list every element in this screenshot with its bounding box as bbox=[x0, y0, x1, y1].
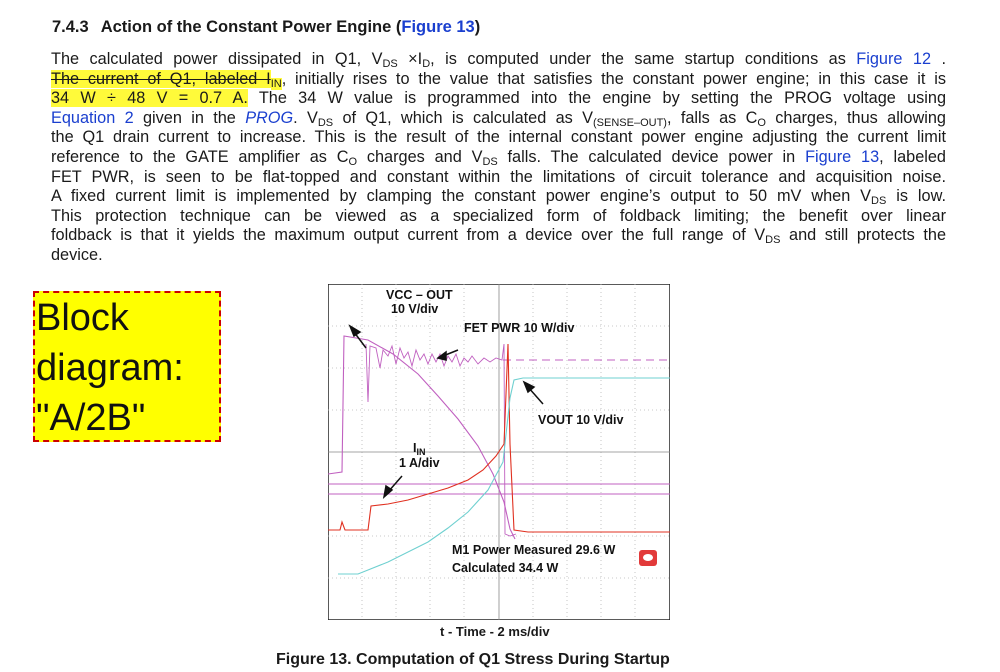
note-line: "A/2B" bbox=[36, 397, 146, 439]
calculated-power-label: Calculated 34.4 W bbox=[452, 561, 559, 575]
prog-link[interactable]: PROG bbox=[245, 108, 294, 127]
sticky-note-annotation[interactable] bbox=[33, 291, 221, 442]
para-line: reference to the GATE amplifier as $C_O$ charges and $V_{DS}$ falls. The calculated device power in Figure 13, labeled bbox=[51, 147, 946, 168]
para-line: This protection technique can be viewed as a specialized form of foldback limiting; the benefit over linear bbox=[51, 206, 946, 225]
figure-13-link[interactable]: Figure 13 bbox=[401, 18, 475, 36]
note-line: diagram: bbox=[36, 347, 184, 389]
section-title: Action of the Constant Power Engine ( bbox=[100, 18, 402, 36]
figure-caption: Figure 13. Computation of Q1 Stress During Startup bbox=[276, 651, 670, 668]
para-line: A fixed current limit is implemented by clamping the constant power engine’s output to 50 mV when $V_{DS}$ is low. bbox=[51, 187, 946, 208]
fet-pwr-label: FET PWR 10 W/div bbox=[464, 321, 575, 335]
body-paragraph bbox=[51, 50, 946, 266]
para-line: device. bbox=[51, 245, 103, 264]
comment-icon[interactable] bbox=[639, 550, 657, 566]
para-line: The calculated power dissipated in Q1, $V_{DS} \times I_D$, is computed under the same startup conditions as Figure 12 . bbox=[51, 50, 946, 70]
equation-2-link[interactable]: Equation 2 bbox=[51, 108, 134, 127]
para-line: foldback is that it yields the maximum output current from a device over the full range of $V_{DS}$ and still protects the bbox=[51, 226, 946, 247]
m1-power-label: M1 Power Measured 29.6 W bbox=[452, 543, 616, 557]
section-heading: 7.4.3 Action of the Constant Power Engine (Figure 13) bbox=[52, 18, 481, 36]
para-line: FET PWR, is seen to be flat-topped and constant within the limitations of circuit tolerance and acquisition noise. bbox=[51, 167, 946, 186]
note-line: Block bbox=[36, 297, 129, 339]
time-axis-label: t - Time - 2 ms/div bbox=[440, 624, 550, 639]
figure-13-link[interactable]: Figure 13 bbox=[805, 147, 880, 166]
vcc-out-label: VCC – OUT bbox=[386, 288, 453, 302]
section-number: 7.4.3 bbox=[52, 18, 89, 36]
iin-label: $I_{IN}$ bbox=[413, 441, 426, 457]
figure-12-link[interactable]: Figure 12 bbox=[856, 50, 931, 68]
para-line: Equation 2 given in the PROG. $V_{DS}$ of Q1, which is calculated as $V_{(SENSE-OUT)}$, falls as $C_O$ charges, thus allowing bbox=[51, 108, 946, 129]
para-line: 34 W ÷ 48 V = 0.7 A. The 34 W value is programmed into the engine by setting the PROG voltage using bbox=[51, 89, 947, 108]
vout-label: VOUT 10 V/div bbox=[538, 413, 624, 427]
highlighted-calc: 34 W ÷ 48 V = 0.7 A. bbox=[51, 89, 248, 108]
oscilloscope-capture bbox=[328, 284, 670, 620]
para-line: The current of Q1, labeled $I_{IN}$, initially rises to the value that satisfies the constant power engine; in this case it is bbox=[51, 69, 946, 90]
para-line: the Q1 drain current to increase. This is the result of the internal constant power engine adjusting the current limit bbox=[51, 128, 946, 147]
iin-scale-label: 1 A/div bbox=[399, 456, 440, 470]
vcc-scale-label: 10 V/div bbox=[391, 302, 439, 316]
